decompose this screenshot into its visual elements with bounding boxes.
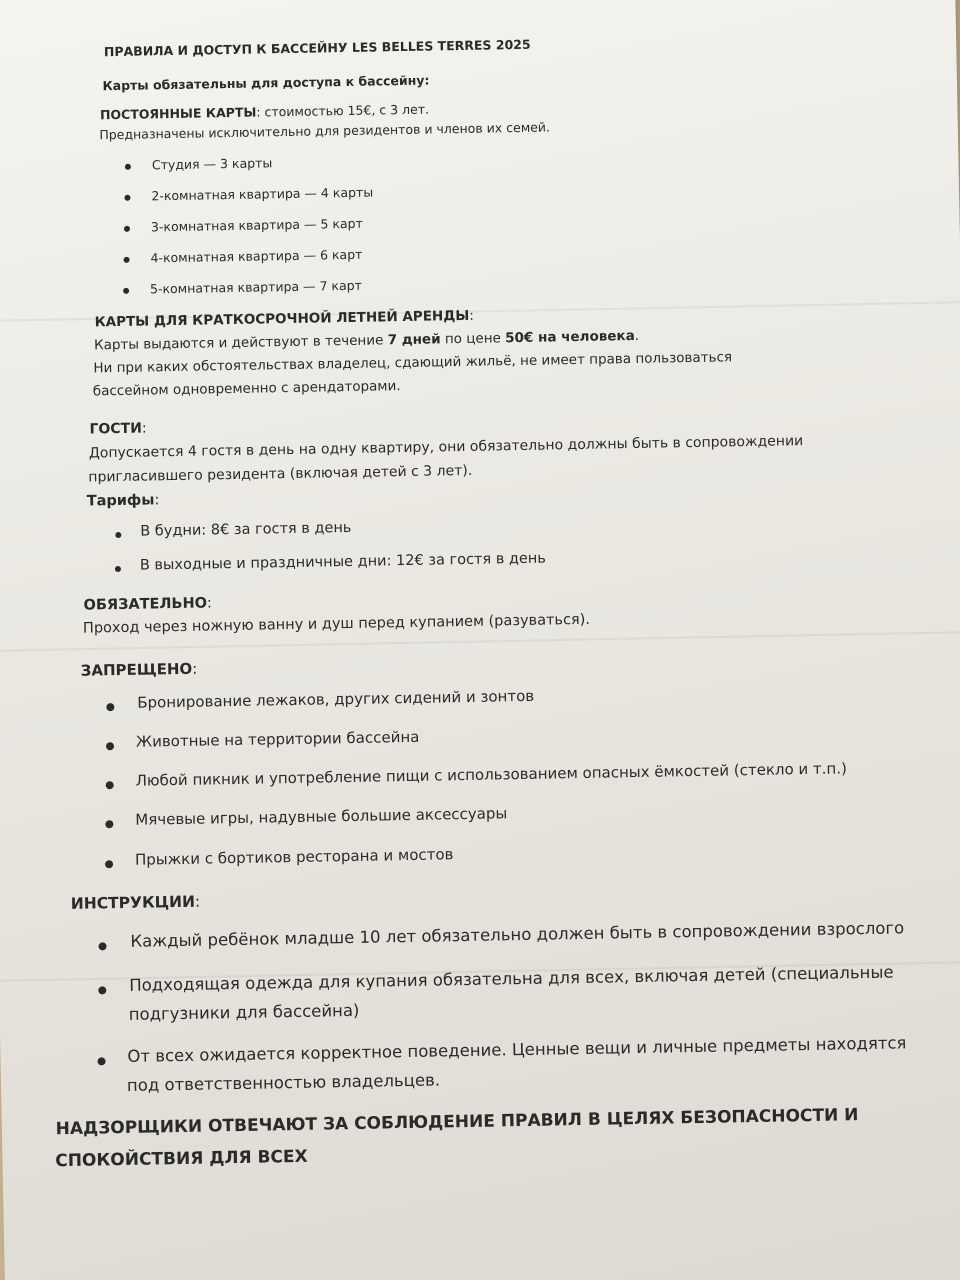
forbidden-heading-line [81, 660, 198, 680]
instruction-item: От всех ожидается корректное поведение. Ценные вещи и личные предметы находятся [127, 1033, 907, 1066]
summer-cards-line1 [94, 328, 639, 354]
bullet-icon [98, 942, 106, 950]
permanent-cards-desc: Предназначены исключительно для резидентов и членов их семей. [99, 119, 551, 143]
forbidden-heading: ЗАПРЕЩЕНО [80, 659, 193, 680]
bullet-icon [105, 820, 113, 828]
list-item: 2-комнатная квартира — 4 карты [151, 184, 374, 204]
instruction-item-cont: подгузники для бассейна) [128, 1000, 360, 1024]
bullet-icon [106, 742, 114, 750]
bullet-icon [115, 532, 121, 538]
summer-price: 50€ на человека [505, 327, 635, 347]
heading-colon: : [206, 595, 213, 612]
bullet-icon [106, 781, 114, 789]
list-item: 3-комнатная квартира — 5 карт [150, 215, 363, 235]
guests-line2: пригласившего резидента (включая детей с 3 лет). [88, 462, 473, 486]
summer-text: по цене [440, 330, 506, 348]
bullet-icon [98, 986, 106, 994]
forbidden-item: Любой пикник и употребление пищи с использованием опасных ёмкостей (стекло и т.п.) [135, 759, 848, 790]
cards-required-text: Карты обязательны для доступа к бассейну: [102, 72, 430, 94]
bullet-icon [105, 860, 113, 868]
instructions-heading-line [71, 893, 201, 913]
guests-heading-line [89, 421, 146, 438]
bullet-icon [123, 288, 129, 294]
heading-colon: : [154, 492, 160, 509]
tariff-item: В будни: 8€ за гостя в день [140, 519, 352, 540]
tariffs-heading: Тарифы [86, 492, 155, 510]
document-title: ПРАВИЛА И ДОСТУП К БАССЕЙНУ LES BELLES TERRES 2025 [103, 36, 531, 60]
bullet-icon [124, 226, 130, 232]
heading-colon: : [194, 892, 201, 911]
mandatory-heading-line [83, 595, 212, 613]
instructions-heading: ИНСТРУКЦИИ [70, 892, 196, 913]
summer-text: Карты выдаются и действуют в течение [93, 332, 388, 354]
summer-cards-line3: бассейном одновременно с арендаторами. [92, 378, 401, 400]
list-item: 5-комнатная квартира — 7 карт [149, 277, 363, 297]
summer-text: . [634, 327, 640, 344]
mandatory-heading: ОБЯЗАТЕЛЬНО [83, 595, 208, 614]
instruction-item: Подходящая одежда для купания обязательна для всех, включая детей (специальные [129, 962, 894, 995]
summer-cards-line2: Ни при каких обстоятельствах владелец, сдающий жильё, не имеет права пользоваться [93, 349, 733, 377]
supervisors-notice-cont: СПОКОЙСТВИЯ ДЛЯ ВСЕХ [55, 1146, 308, 1172]
mandatory-text: Проход через ножную ванну и душ перед купанием (разуваться). [82, 611, 591, 637]
instruction-item: Каждый ребёнок младше 10 лет обязательно должен быть в сопровождении взрослого [130, 918, 905, 951]
forbidden-item: Бронирование лежаков, других сидений и зонтов [137, 686, 535, 712]
bullet-icon [125, 164, 131, 170]
summer-duration: 7 дней [387, 331, 441, 349]
supervisors-notice: НАДЗОРЩИКИ ОТВЕЧАЮТ ЗА СОБЛЮДЕНИЕ ПРАВИЛ В ЦЕЛЯХ БЕЗОПАСНОСТИ И [55, 1105, 859, 1140]
list-item: 4-комнатная квартира — 6 карт [150, 246, 363, 266]
summer-cards-heading: КАРТЫ ДЛЯ КРАТКОСРОЧНОЙ ЛЕТНЕЙ АРЕНДЫ [94, 307, 470, 331]
forbidden-item: Прыжки с бортиков ресторана и мостов [134, 845, 454, 869]
tariffs-heading-line [87, 492, 160, 509]
permanent-cards-cost: : стоимостью 15€, с 3 лет. [256, 101, 430, 120]
bullet-icon [124, 195, 130, 201]
tariff-item: В выходные и праздничные дни: 12€ за гостя в день [139, 550, 547, 574]
heading-colon: : [192, 659, 198, 678]
forbidden-item: Животные на территории бассейна [135, 727, 420, 751]
bullet-icon [124, 257, 130, 263]
forbidden-item: Мячевые игры, надувные большие аксессуары [135, 804, 508, 829]
heading-colon: : [141, 420, 147, 437]
permanent-cards-heading: ПОСТОЯННЫЕ КАРТЫ [99, 104, 257, 123]
permanent-cards-line [100, 102, 429, 123]
guests-heading: ГОСТИ [89, 420, 143, 438]
bullet-icon [97, 1057, 105, 1065]
list-item: Студия — 3 карты [151, 155, 273, 173]
summer-cards-heading-line [95, 308, 474, 331]
bullet-icon [106, 703, 114, 711]
heading-colon: : [469, 307, 474, 324]
instruction-item-cont: под ответственностью владельцев. [126, 1070, 441, 1095]
bullet-icon [115, 566, 121, 572]
guests-line1: Допускается 4 гостя в день на одну квартиру, они обязательно должны быть в сопровождении [88, 433, 804, 462]
